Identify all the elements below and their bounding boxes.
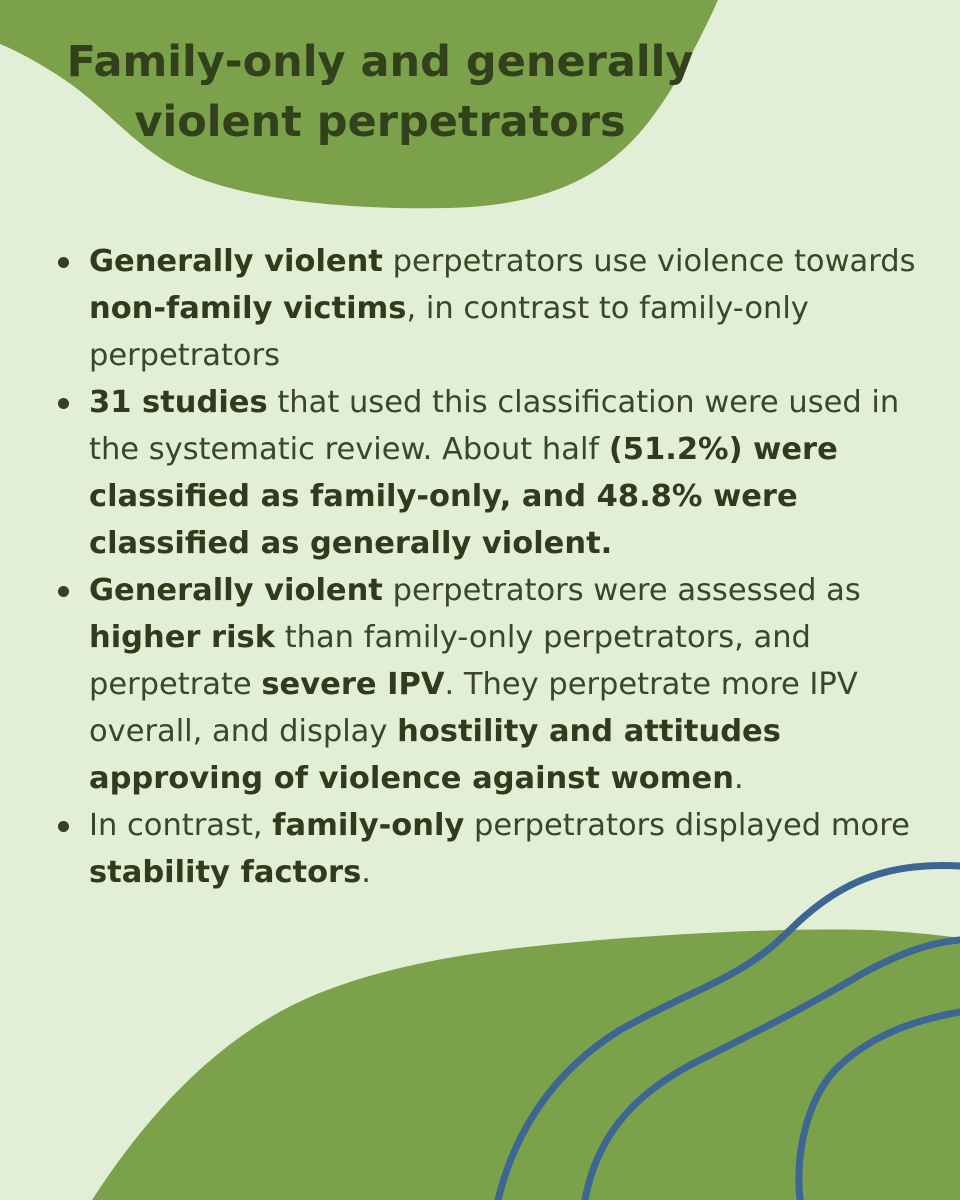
title-line-2: violent perpetrators [134,97,626,147]
bullet-text: than family-only perpetrators, and perpetrate [89,620,811,702]
bullet-item [0,379,960,567]
bullet-text-bold: Generally violent [89,244,383,279]
bullet-dot-icon [58,398,69,409]
bullet-item [0,238,960,379]
bullet-text: perpetrators use violence towards [382,244,916,279]
bullet-text: . [361,855,371,890]
bullet-text-bold: severe IPV [261,667,445,702]
bullet-dot-icon [58,586,69,597]
bullet-text-bold: (51.2%) were classified as family-only, and 48.8% were classified as generally violent. [89,432,838,561]
bullet-dot-icon [58,821,69,832]
page-title [40,32,720,152]
title-line-1: Family-only and generally [66,37,694,87]
bullet-item [0,802,960,896]
bullet-text-bold: Generally violent [89,573,383,608]
bullet-list [0,238,960,896]
bullet-text: that used this classification were used in the systematic review. About half [89,385,900,467]
bullet-text: In contrast, [89,808,273,843]
bullet-text: , in contrast to family-only perpetrators [89,291,809,373]
bullet-text-bold: higher risk [89,620,275,655]
bullet-dot-icon [58,257,69,268]
bullet-item [0,567,960,802]
bullet-text-bold: family-only [272,808,465,843]
bullet-text: . They perpetrate more IPV overall, and display [89,667,858,749]
bullet-text-bold: stability factors [89,855,362,890]
bullet-text: . [733,761,744,796]
bullet-text: perpetrators displayed more [464,808,910,843]
bullet-text-bold: hostility and attitudes approving of violence against women [89,714,781,796]
bullet-text-bold: non-family victims [89,291,407,326]
bullet-text: perpetrators were assessed as [382,573,861,608]
bullet-text-bold: 31 studies [89,385,268,420]
